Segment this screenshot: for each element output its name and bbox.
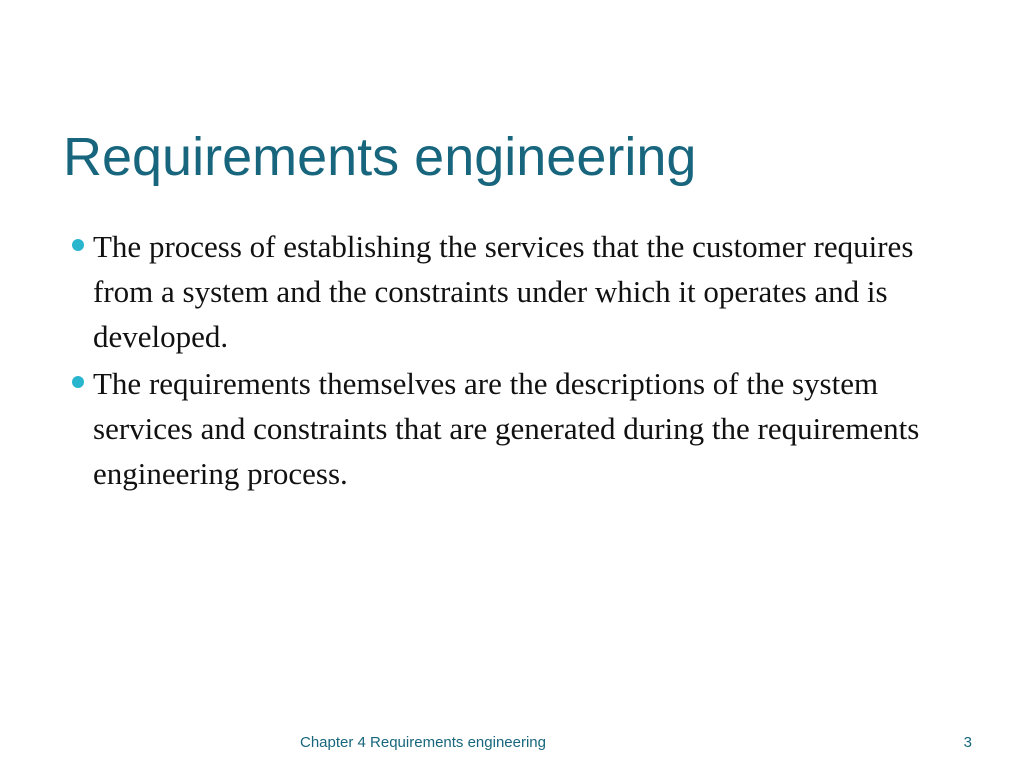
bullet-list xyxy=(70,224,960,498)
slide-title: Requirements engineering xyxy=(63,127,697,187)
bullet-item xyxy=(70,361,960,496)
bullet-marker-icon xyxy=(72,239,84,251)
bullet-text: The process of establishing the services that the customer requires from a system and the constraints under which it operates and is developed. xyxy=(93,229,914,354)
page-number: 3 xyxy=(963,734,972,751)
bullet-item xyxy=(70,224,960,359)
bullet-marker-icon xyxy=(72,376,84,388)
slide-footer: Chapter 4 Requirements engineering xyxy=(300,734,546,751)
bullet-text: The requirements themselves are the descriptions of the system services and constraints that are generated during the requirements engineering process. xyxy=(93,366,920,491)
